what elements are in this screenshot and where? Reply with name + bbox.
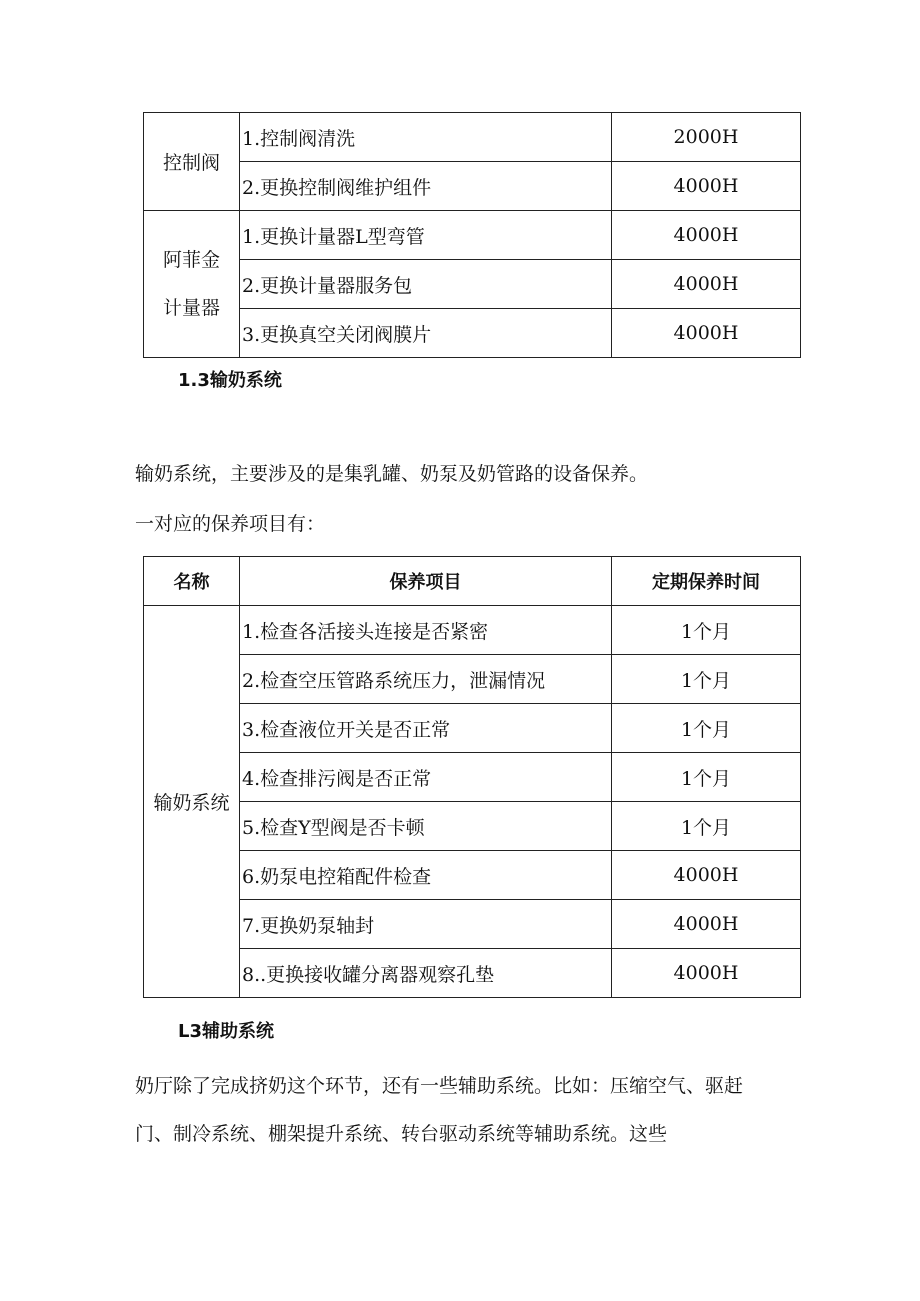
group-name-line: 计量器 — [162, 297, 220, 319]
item-cell: 8..更换接收罐分离器观察孔垫 — [240, 949, 612, 998]
maintenance-table-2 — [143, 556, 801, 998]
table-row — [144, 211, 801, 260]
item-cell: 2.更换控制阀维护组件 — [240, 162, 612, 211]
item-cell: 6.奶泵电控箱配件检查 — [240, 851, 612, 900]
table-row — [144, 309, 801, 358]
time-cell: 1个月 — [612, 802, 801, 851]
time-cell: 1个月 — [612, 606, 801, 655]
time-cell: 4000H — [612, 851, 801, 900]
table-row — [144, 753, 801, 802]
time-cell: 4000H — [612, 309, 801, 358]
column-header-time: 定期保养时间 — [612, 557, 801, 606]
time-cell: 1个月 — [612, 655, 801, 704]
table-row — [144, 851, 801, 900]
item-cell: 1.控制阀清洗 — [240, 113, 612, 162]
paragraph-line: 门、制冷系统、棚架提升系统、转台驱动系统等辅助系统。这些 — [135, 1123, 668, 1145]
table-row — [144, 162, 801, 211]
item-cell: 3.检查液位开关是否正常 — [240, 704, 612, 753]
table-row — [144, 260, 801, 309]
table-header-row — [144, 557, 801, 606]
group-name-cell — [144, 211, 240, 358]
time-cell: 4000H — [612, 260, 801, 309]
item-cell: 3.更换真空关闭阀膜片 — [240, 309, 612, 358]
table-row — [144, 113, 801, 162]
group-name-cell: 输奶系统 — [144, 606, 240, 998]
item-cell: 2.检查空压管路系统压力，泄漏情况 — [240, 655, 612, 704]
table-row — [144, 704, 801, 753]
item-cell: 4.检查排污阀是否正常 — [240, 753, 612, 802]
table-row — [144, 606, 801, 655]
column-header-item: 保养项目 — [240, 557, 612, 606]
table-row — [144, 949, 801, 998]
section-heading-l3: L3辅助系统 — [178, 1021, 274, 1042]
time-cell: 1个月 — [612, 704, 801, 753]
column-header-name: 名称 — [144, 557, 240, 606]
paragraph: 一对应的保养项目有： — [135, 513, 326, 535]
item-cell: 7.更换奶泵轴封 — [240, 900, 612, 949]
time-cell: 2000H — [612, 113, 801, 162]
paragraph: 输奶系统，主要涉及的是集乳罐、奶泵及奶管路的设备保养。 — [135, 463, 649, 485]
table-row — [144, 802, 801, 851]
time-cell: 4000H — [612, 162, 801, 211]
paragraph-line: 奶厅除了完成挤奶这个环节，还有一些辅助系统。比如：压缩空气、驱赶 — [135, 1075, 744, 1097]
group-name-cell — [144, 113, 240, 211]
time-cell: 4000H — [612, 211, 801, 260]
table-row — [144, 900, 801, 949]
group-name-line: 控制阀 — [162, 152, 220, 174]
time-cell: 4000H — [612, 949, 801, 998]
maintenance-table-1 — [143, 112, 801, 358]
table-row — [144, 655, 801, 704]
item-cell: 1.检查各活接头连接是否紧密 — [240, 606, 612, 655]
time-cell: 4000H — [612, 900, 801, 949]
item-cell: 1.更换计量器L型弯管 — [240, 211, 612, 260]
group-name-line: 阿菲金 — [162, 249, 220, 271]
time-cell: 1个月 — [612, 753, 801, 802]
section-heading-1-3: 1.3输奶系统 — [178, 370, 282, 391]
item-cell: 2.更换计量器服务包 — [240, 260, 612, 309]
item-cell: 5.检查Y型阀是否卡顿 — [240, 802, 612, 851]
